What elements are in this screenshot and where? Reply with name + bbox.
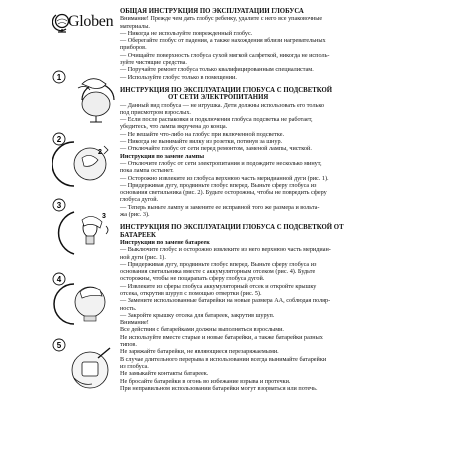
- text-line: — Отключите глобус от сети электропитания и подождите несколько минут,: [120, 159, 322, 167]
- text-line: — Осторожно извлеките из глобуса верхнюю часть меридианной дуги (рис. 1).: [120, 174, 329, 182]
- instructions-text: [120, 8, 420, 392]
- text-line: осторожны, чтобы не поцарапать сферу глобуса дугой.: [120, 275, 265, 283]
- battery-replacement-subheading: Инструкции по замене батареек: [120, 238, 210, 246]
- figure-number-5: 5: [56, 341, 62, 350]
- text-line: — Данный вид глобуса — не игрушка. Дети должны использовать его только: [120, 101, 325, 109]
- text-line: — Замените использованные батарейки на новые размера АА, соблюдая поляр-: [120, 297, 331, 305]
- text-line: глобуса дугой.: [120, 196, 159, 204]
- text-line: — Если после распаковки и подключения глобуса подсветка не работает,: [120, 116, 313, 124]
- lamp-replacement-illustration: [52, 198, 122, 258]
- text-line: — Используйте глобус только в помещении.: [120, 73, 237, 81]
- lamp-replacement-subheading: Инструкция по замене лампы: [120, 152, 205, 160]
- figure-number-4: 4: [56, 275, 62, 284]
- section-2-heading-line2: ОТ СЕТИ ЭЛЕКТРОПИТАНИЯ: [168, 94, 269, 102]
- text-line: Не бросайте батарейки в огонь во избежание взрыва и протечки.: [120, 377, 291, 385]
- text-line: приборов.: [120, 44, 147, 52]
- text-line: — Придерживая дугу, продвиньте глобус вперед. Выньте сферу глобуса из: [120, 181, 317, 189]
- globe-sphere-removal-illustration: [52, 132, 122, 192]
- text-line: ность.: [120, 304, 137, 312]
- text-line: основания светильника вместе с аккумуляторным отсеком (рис. 4). Будьте: [120, 268, 316, 276]
- figure-number-3: 3: [56, 201, 62, 210]
- figure-number-2: 2: [56, 135, 62, 144]
- text-line: При неправильном использовании батарейки могут взорваться или потечь.: [120, 384, 318, 392]
- text-line: убедитесь, что лампа вкручена до конца.: [120, 123, 228, 131]
- figure-3: [52, 198, 122, 263]
- text-line: — Закройте крышку отсека для батареек, закрутив шуруп.: [120, 311, 275, 319]
- section-2-heading: ИНСТРУКЦИЯ ПО ЭКСПЛУАТАЦИИ ГЛОБУСА С ПОДСВЕТКОЙ: [120, 86, 333, 94]
- svg-text:3: 3: [102, 213, 106, 220]
- text-line: — Извлеките из сферы глобуса аккумуляторный отсек и откройте крышку: [120, 282, 317, 290]
- text-line: зуйте чистящие средства.: [120, 59, 187, 67]
- text-line: — Оберегайте глобус от падения, а также нахождения вблизи нагревательных: [120, 37, 326, 45]
- text-line: Не используйте вместе старые и новые батарейки, а также батарейки разных: [120, 333, 323, 341]
- text-line: — Никогда не используйте поврежденный глобус.: [120, 29, 253, 37]
- figure-1: [52, 70, 122, 130]
- section-3-heading-line2: БАТАРЕЕК: [120, 231, 156, 239]
- text-line: типов.: [120, 341, 137, 349]
- text-line: Не заряжайте батарейки, не являющиеся перезаряжаемыми.: [120, 348, 279, 356]
- section-3-heading: ИНСТРУКЦИЯ ПО ЭКСПЛУАТАЦИИ ГЛОБУСА С ПОДСВЕТКОЙ ОТ: [120, 224, 344, 232]
- text-line: под присмотром взрослых.: [120, 108, 191, 116]
- text-line: основания светильника (рис. 2). Будьте осторожны, чтобы не повредить сферу: [120, 189, 327, 197]
- text-line: — Теперь выньте лампу и замените ее исправной того же размера и вольта-: [120, 203, 320, 211]
- figures-column: [52, 60, 122, 440]
- text-line: Внимание! Прежде чем дать глобус ребенку, удалите с него все упаковочные: [120, 15, 323, 23]
- battery-globe-removal-illustration: [52, 272, 122, 332]
- text-line: — Не вешайте что-либо на глобус при включенной подсветке.: [120, 130, 285, 138]
- text-line: В случае длительного перерыва в использовании всегда вынимайте батарейки: [120, 355, 327, 363]
- globen-logo: [52, 12, 120, 34]
- section-1-heading: ОБЩАЯ ИНСТРУКЦИЯ ПО ЭКСПЛУАТАЦИИ ГЛОБУСА: [120, 8, 304, 15]
- text-line: Все действия с батарейками должны выполняться взрослыми.: [120, 326, 284, 334]
- figure-number-1: 1: [56, 73, 62, 82]
- text-line: отсека, открутив шуруп с помощью отвертки (рис. 5).: [120, 289, 262, 297]
- text-line: жа (рис. 3).: [120, 211, 150, 219]
- text-line: — Очищайте поверхность глобуса сухой мягкой салфеткой, никогда не исполь-: [120, 51, 330, 59]
- globe-arc-removal-illustration: [52, 70, 122, 125]
- text-line: — Выключите глобус и осторожно извлеките из него верхнюю часть меридиан-: [120, 246, 331, 254]
- text-line: — Придерживая дугу, продвиньте глобус вперед. Выньте сферу глобуса из: [120, 260, 317, 268]
- text-line: пока лампа остынет.: [120, 167, 174, 175]
- warning-label: Внимание!: [120, 319, 149, 327]
- text-line: ной дуги (рис. 1).: [120, 253, 166, 261]
- text-line: — Никогда не вынимайте вилку из розетки, потянув за шнур.: [120, 138, 283, 146]
- figure-5: [52, 338, 122, 403]
- battery-compartment-illustration: [52, 338, 122, 398]
- svg-text:2: 2: [98, 149, 102, 156]
- text-line: из глобуса.: [120, 362, 149, 370]
- text-line: — Отключайте глобус от сети перед ремонтом, заменой лампы, чисткой.: [120, 145, 312, 153]
- figure-4: [52, 272, 122, 337]
- text-line: Не замыкайте контакты батареек.: [120, 370, 209, 378]
- text-line: материалы.: [120, 22, 150, 30]
- figure-2: [52, 132, 122, 197]
- text-line: — Поручайте ремонт глобуса только квалифицированным специалистам.: [120, 66, 314, 74]
- brand-name: Globen: [68, 13, 114, 30]
